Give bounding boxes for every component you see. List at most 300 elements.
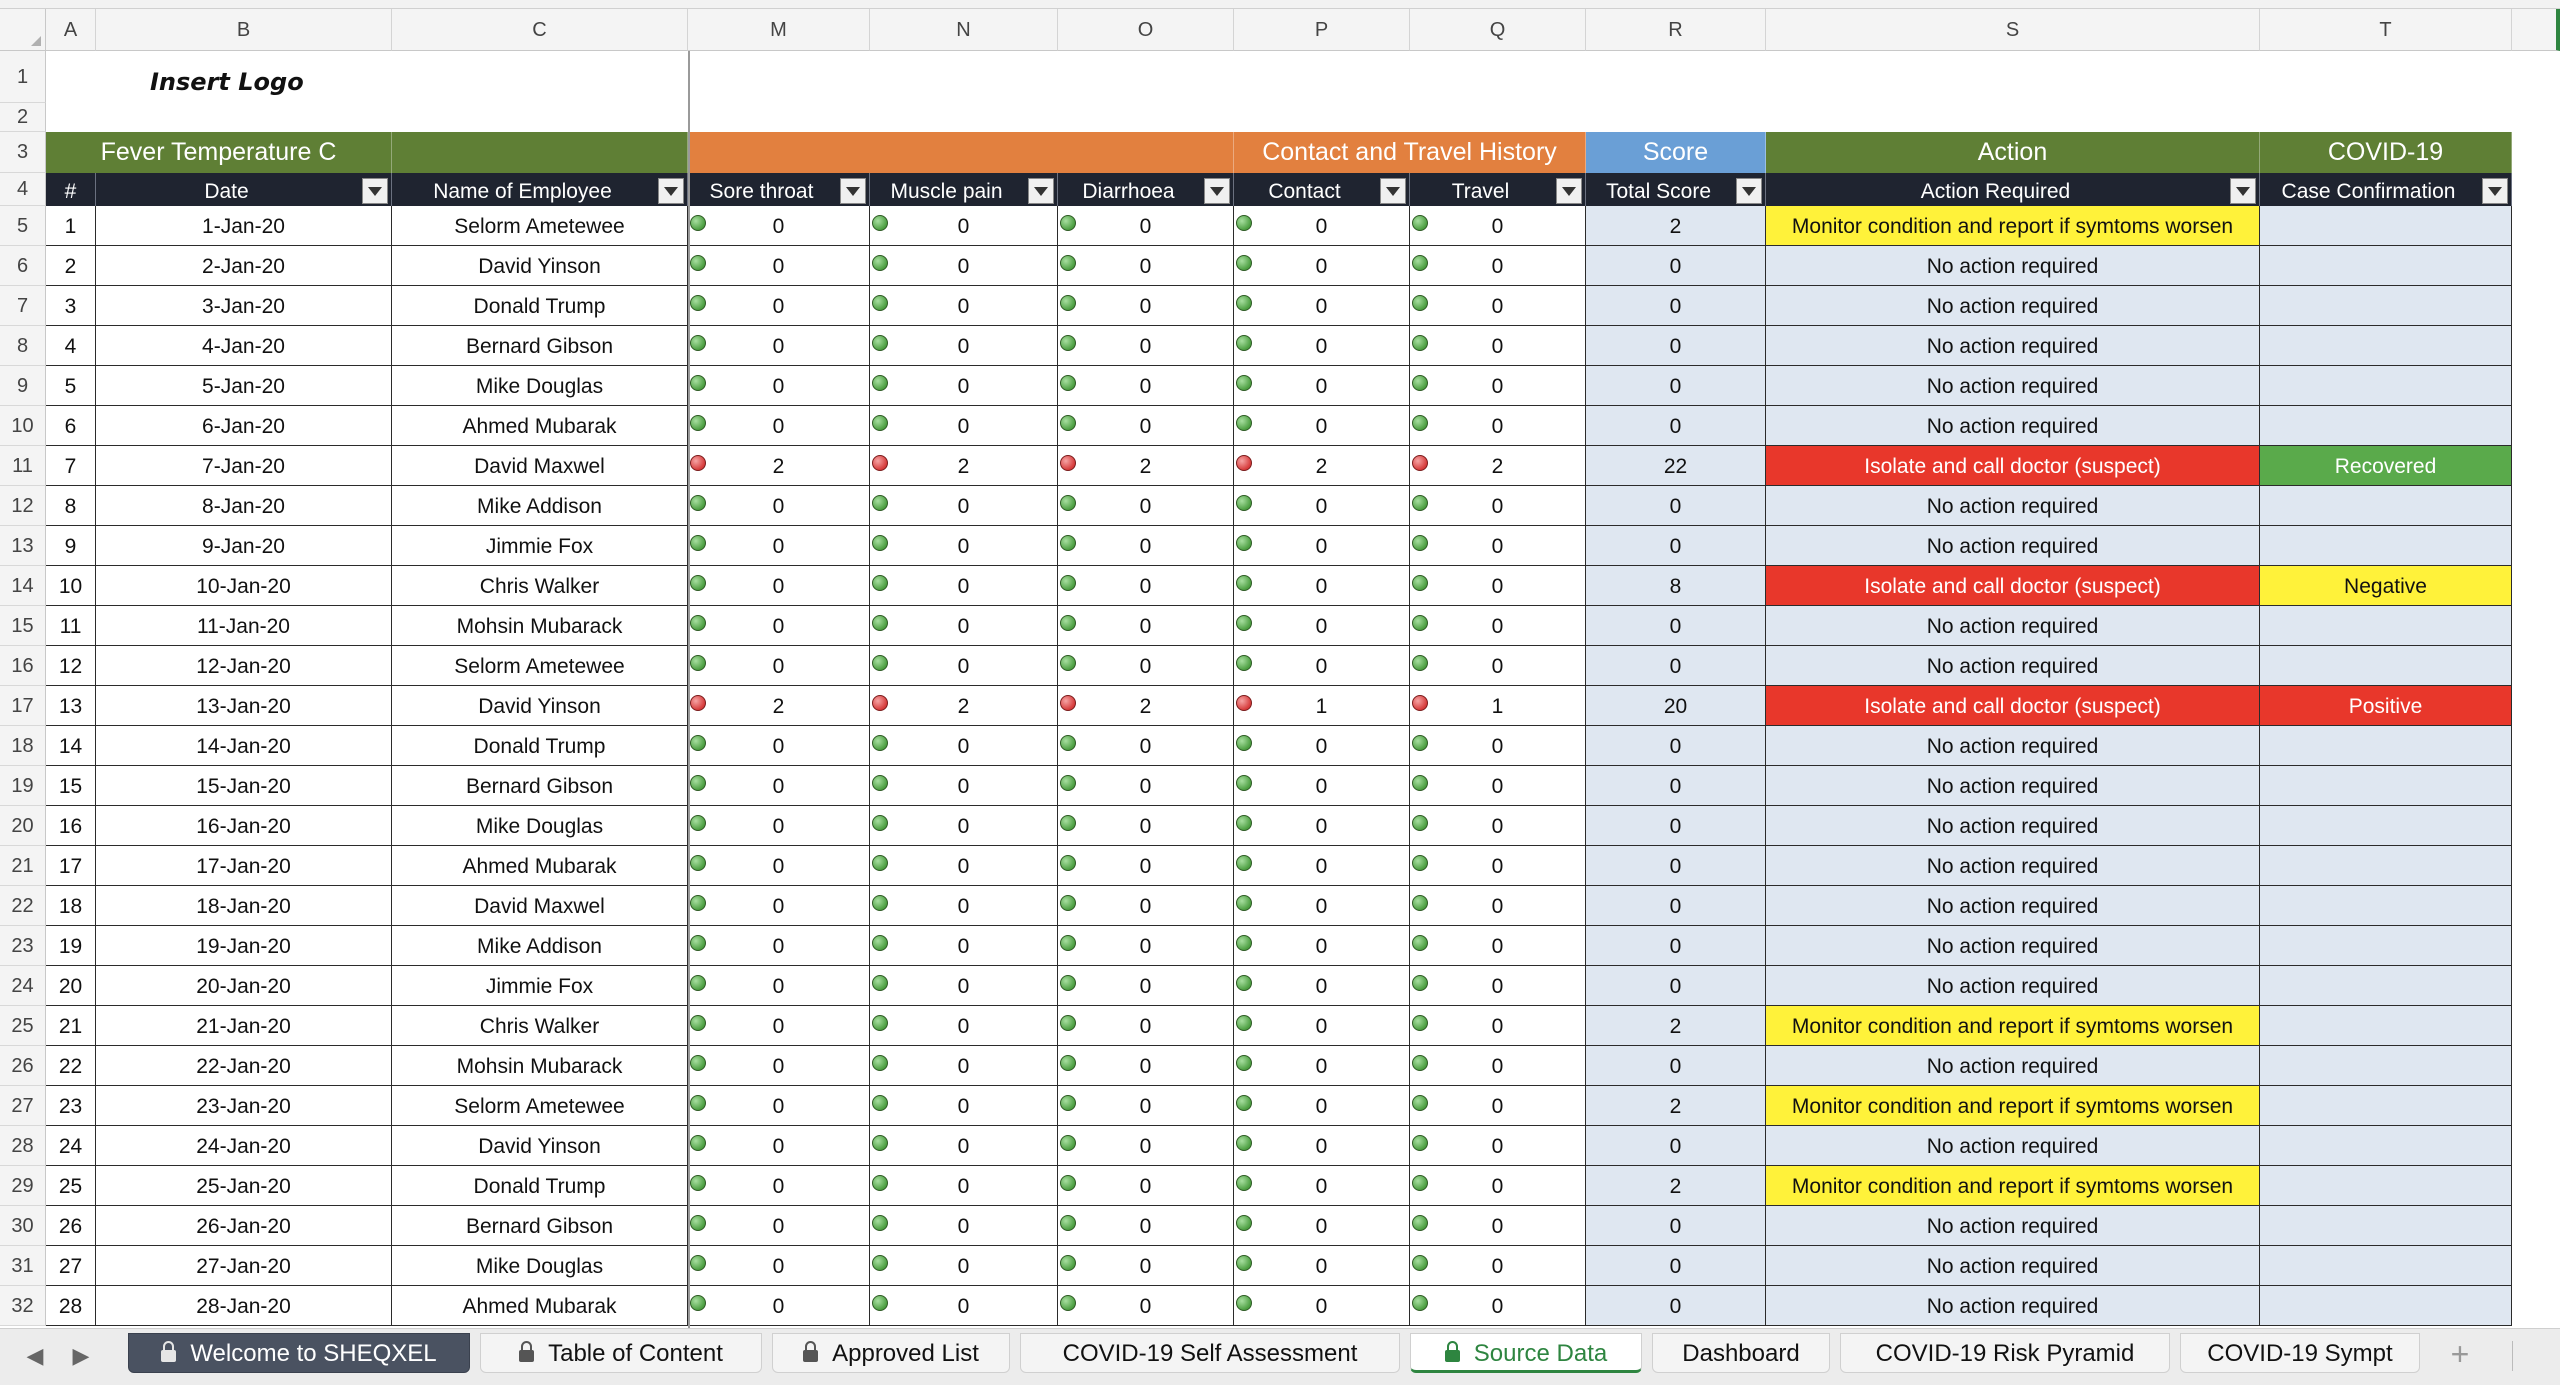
cell-num[interactable] xyxy=(46,1086,96,1126)
column-header-r[interactable]: R xyxy=(1586,9,1766,51)
cell-m[interactable] xyxy=(688,846,870,886)
row-header[interactable]: 13 xyxy=(0,526,46,566)
cell-p[interactable] xyxy=(1234,1246,1410,1286)
cell-q[interactable] xyxy=(1410,406,1586,446)
cell-action[interactable] xyxy=(1766,406,2260,446)
row-header[interactable]: 26 xyxy=(0,1046,46,1086)
cell-score[interactable] xyxy=(1586,926,1766,966)
cell-m[interactable] xyxy=(688,1086,870,1126)
cell-m[interactable] xyxy=(688,766,870,806)
cell-o[interactable] xyxy=(1058,566,1234,606)
cell-p[interactable] xyxy=(1234,486,1410,526)
row-header[interactable]: 29 xyxy=(0,1166,46,1206)
cell-name[interactable] xyxy=(392,406,688,446)
cell-score[interactable] xyxy=(1586,606,1766,646)
cell-o[interactable] xyxy=(1058,686,1234,726)
cell-name[interactable] xyxy=(392,1046,688,1086)
cell-name[interactable] xyxy=(392,606,688,646)
filter-dropdown-icon[interactable] xyxy=(1380,178,1406,204)
column-header-n[interactable]: N xyxy=(870,9,1058,51)
cell-p[interactable] xyxy=(1234,206,1410,246)
cell-num[interactable] xyxy=(46,366,96,406)
cell-q[interactable] xyxy=(1410,966,1586,1006)
cell-m[interactable] xyxy=(688,1126,870,1166)
cell-p[interactable] xyxy=(1234,1206,1410,1246)
cell-num[interactable] xyxy=(46,1126,96,1166)
cell-n[interactable] xyxy=(870,1246,1058,1286)
cell-score[interactable] xyxy=(1586,1126,1766,1166)
cell-action[interactable] xyxy=(1766,606,2260,646)
cell-n[interactable] xyxy=(870,926,1058,966)
column-header-b[interactable]: B xyxy=(96,9,392,51)
row-header[interactable]: 23 xyxy=(0,926,46,966)
cell-n[interactable] xyxy=(870,446,1058,486)
cell-q[interactable] xyxy=(1410,566,1586,606)
cell-o[interactable] xyxy=(1058,1126,1234,1166)
cell-action[interactable] xyxy=(1766,646,2260,686)
sheet-tab-covid-19-sympt[interactable] xyxy=(2180,1333,2420,1373)
cell-score[interactable] xyxy=(1586,686,1766,726)
cell-date[interactable] xyxy=(96,246,392,286)
row-header[interactable]: 32 xyxy=(0,1286,46,1326)
cell-action[interactable] xyxy=(1766,1046,2260,1086)
cell-p[interactable] xyxy=(1234,686,1410,726)
row-header[interactable]: 5 xyxy=(0,206,46,246)
next-sheet-icon[interactable]: ▶ xyxy=(72,1343,90,1368)
column-header-p[interactable]: P xyxy=(1234,9,1410,51)
cell-case[interactable] xyxy=(2260,1206,2512,1246)
cell-m[interactable] xyxy=(688,646,870,686)
cell-action[interactable] xyxy=(1766,486,2260,526)
cell-date[interactable] xyxy=(96,686,392,726)
cell-q[interactable] xyxy=(1410,246,1586,286)
cell-n[interactable] xyxy=(870,606,1058,646)
cell-n[interactable] xyxy=(870,206,1058,246)
cell-m[interactable] xyxy=(688,446,870,486)
cell-p[interactable] xyxy=(1234,1286,1410,1326)
row-header[interactable]: 16 xyxy=(0,646,46,686)
row-header[interactable]: 24 xyxy=(0,966,46,1006)
cell-score[interactable] xyxy=(1586,646,1766,686)
cell-date[interactable] xyxy=(96,646,392,686)
cell-num[interactable] xyxy=(46,446,96,486)
cell-p[interactable] xyxy=(1234,366,1410,406)
cell-name[interactable] xyxy=(392,886,688,926)
cell-p[interactable] xyxy=(1234,526,1410,566)
cell-case[interactable] xyxy=(2260,446,2512,486)
cell-case[interactable] xyxy=(2260,286,2512,326)
row-header[interactable]: 28 xyxy=(0,1126,46,1166)
cell-name[interactable] xyxy=(392,286,688,326)
row-header[interactable]: 25 xyxy=(0,1006,46,1046)
cell-n[interactable] xyxy=(870,526,1058,566)
cell-num[interactable] xyxy=(46,206,96,246)
cell-q[interactable] xyxy=(1410,486,1586,526)
cell-q[interactable] xyxy=(1410,806,1586,846)
cell-action[interactable] xyxy=(1766,766,2260,806)
cell-case[interactable] xyxy=(2260,366,2512,406)
cell-date[interactable] xyxy=(96,1086,392,1126)
cell-q[interactable] xyxy=(1410,686,1586,726)
cell-q[interactable] xyxy=(1410,606,1586,646)
cell-o[interactable] xyxy=(1058,526,1234,566)
cell-num[interactable] xyxy=(46,566,96,606)
cell-action[interactable] xyxy=(1766,326,2260,366)
cell-num[interactable] xyxy=(46,1206,96,1246)
cell-m[interactable] xyxy=(688,366,870,406)
cell-o[interactable] xyxy=(1058,646,1234,686)
cell-action[interactable] xyxy=(1766,286,2260,326)
cell-score[interactable] xyxy=(1586,1006,1766,1046)
cell-q[interactable] xyxy=(1410,1126,1586,1166)
cell-o[interactable] xyxy=(1058,766,1234,806)
cell-name[interactable] xyxy=(392,1166,688,1206)
filter-dropdown-icon[interactable] xyxy=(840,178,866,204)
cell-n[interactable] xyxy=(870,366,1058,406)
cell-score[interactable] xyxy=(1586,566,1766,606)
cell-n[interactable] xyxy=(870,1126,1058,1166)
cell-num[interactable] xyxy=(46,926,96,966)
cell-p[interactable] xyxy=(1234,766,1410,806)
cell-p[interactable] xyxy=(1234,646,1410,686)
cell-case[interactable] xyxy=(2260,1286,2512,1326)
cell-case[interactable] xyxy=(2260,206,2512,246)
cell-name[interactable] xyxy=(392,206,688,246)
cell-o[interactable] xyxy=(1058,1086,1234,1126)
cell-date[interactable] xyxy=(96,1006,392,1046)
cell-num[interactable] xyxy=(46,406,96,446)
row-header[interactable]: 21 xyxy=(0,846,46,886)
cell-q[interactable] xyxy=(1410,1046,1586,1086)
cell-score[interactable] xyxy=(1586,206,1766,246)
cell-q[interactable] xyxy=(1410,286,1586,326)
cell-p[interactable] xyxy=(1234,406,1410,446)
cell-case[interactable] xyxy=(2260,926,2512,966)
column-header-t[interactable]: T xyxy=(2260,9,2512,51)
filter-dropdown-icon[interactable] xyxy=(1028,178,1054,204)
cell-case[interactable] xyxy=(2260,526,2512,566)
cell-score[interactable] xyxy=(1586,326,1766,366)
cell-o[interactable] xyxy=(1058,806,1234,846)
cell-p[interactable] xyxy=(1234,1046,1410,1086)
cell-num[interactable] xyxy=(46,246,96,286)
cell-n[interactable] xyxy=(870,646,1058,686)
cell-action[interactable] xyxy=(1766,1246,2260,1286)
filter-dropdown-icon[interactable] xyxy=(1556,178,1582,204)
cell-q[interactable] xyxy=(1410,326,1586,366)
cell-num[interactable] xyxy=(46,1046,96,1086)
cell-case[interactable] xyxy=(2260,1046,2512,1086)
cell-o[interactable] xyxy=(1058,1166,1234,1206)
cell-m[interactable] xyxy=(688,1046,870,1086)
cell-date[interactable] xyxy=(96,606,392,646)
cell-p[interactable] xyxy=(1234,566,1410,606)
filter-dropdown-icon[interactable] xyxy=(362,178,388,204)
cell-case[interactable] xyxy=(2260,486,2512,526)
cell-score[interactable] xyxy=(1586,486,1766,526)
add-sheet-icon[interactable]: + xyxy=(2450,1336,2470,1372)
cell-o[interactable] xyxy=(1058,886,1234,926)
cell-n[interactable] xyxy=(870,566,1058,606)
cell-m[interactable] xyxy=(688,886,870,926)
cell-num[interactable] xyxy=(46,1246,96,1286)
cell-n[interactable] xyxy=(870,726,1058,766)
cell-o[interactable] xyxy=(1058,486,1234,526)
cell-o[interactable] xyxy=(1058,846,1234,886)
cell-m[interactable] xyxy=(688,1286,870,1326)
cell-score[interactable] xyxy=(1586,406,1766,446)
row-header[interactable]: 3 xyxy=(0,132,46,173)
cell-score[interactable] xyxy=(1586,766,1766,806)
cell-date[interactable] xyxy=(96,206,392,246)
cell-n[interactable] xyxy=(870,1206,1058,1246)
cell-date[interactable] xyxy=(96,486,392,526)
row-header[interactable]: 7 xyxy=(0,286,46,326)
row-header[interactable]: 10 xyxy=(0,406,46,446)
cell-n[interactable] xyxy=(870,886,1058,926)
cell-m[interactable] xyxy=(688,1166,870,1206)
cell-score[interactable] xyxy=(1586,1206,1766,1246)
cell-q[interactable] xyxy=(1410,646,1586,686)
row-header[interactable]: 12 xyxy=(0,486,46,526)
cell-action[interactable] xyxy=(1766,566,2260,606)
cell-action[interactable] xyxy=(1766,1126,2260,1166)
cell-p[interactable] xyxy=(1234,846,1410,886)
cell-score[interactable] xyxy=(1586,446,1766,486)
row-header[interactable]: 17 xyxy=(0,686,46,726)
cell-q[interactable] xyxy=(1410,1166,1586,1206)
cell-m[interactable] xyxy=(688,286,870,326)
row-header[interactable]: 15 xyxy=(0,606,46,646)
cell-num[interactable] xyxy=(46,1166,96,1206)
cell-date[interactable] xyxy=(96,1126,392,1166)
filter-dropdown-icon[interactable] xyxy=(1736,178,1762,204)
cell-m[interactable] xyxy=(688,926,870,966)
cell-o[interactable] xyxy=(1058,926,1234,966)
cell-case[interactable] xyxy=(2260,606,2512,646)
cell-n[interactable] xyxy=(870,246,1058,286)
cell-o[interactable] xyxy=(1058,406,1234,446)
cell-num[interactable] xyxy=(46,1286,96,1326)
cell-date[interactable] xyxy=(96,926,392,966)
cell-name[interactable] xyxy=(392,1286,688,1326)
cell-n[interactable] xyxy=(870,406,1058,446)
cell-date[interactable] xyxy=(96,406,392,446)
cell-score[interactable] xyxy=(1586,1166,1766,1206)
cell-action[interactable] xyxy=(1766,886,2260,926)
cell-date[interactable] xyxy=(96,526,392,566)
cell-case[interactable] xyxy=(2260,886,2512,926)
cell-q[interactable] xyxy=(1410,526,1586,566)
cell-name[interactable] xyxy=(392,926,688,966)
cell-num[interactable] xyxy=(46,806,96,846)
cell-date[interactable] xyxy=(96,966,392,1006)
cell-q[interactable] xyxy=(1410,926,1586,966)
cell-name[interactable] xyxy=(392,686,688,726)
row-header[interactable]: 8 xyxy=(0,326,46,366)
cell-o[interactable] xyxy=(1058,206,1234,246)
cell-action[interactable] xyxy=(1766,1086,2260,1126)
row-header[interactable]: 31 xyxy=(0,1246,46,1286)
cell-m[interactable] xyxy=(688,206,870,246)
row-header[interactable]: 27 xyxy=(0,1086,46,1126)
cell-action[interactable] xyxy=(1766,966,2260,1006)
cell-case[interactable] xyxy=(2260,1086,2512,1126)
cell-name[interactable] xyxy=(392,446,688,486)
cell-o[interactable] xyxy=(1058,726,1234,766)
cell-date[interactable] xyxy=(96,726,392,766)
row-header[interactable]: 9 xyxy=(0,366,46,406)
cell-name[interactable] xyxy=(392,566,688,606)
cell-q[interactable] xyxy=(1410,366,1586,406)
cell-o[interactable] xyxy=(1058,1006,1234,1046)
cell-name[interactable] xyxy=(392,1006,688,1046)
cell-action[interactable] xyxy=(1766,926,2260,966)
cell-action[interactable] xyxy=(1766,246,2260,286)
cell-q[interactable] xyxy=(1410,1086,1586,1126)
cell-score[interactable] xyxy=(1586,366,1766,406)
cell-o[interactable] xyxy=(1058,366,1234,406)
select-all-corner[interactable] xyxy=(0,9,46,51)
cell-q[interactable] xyxy=(1410,1206,1586,1246)
sheet-tab-covid-19-self-assessment[interactable] xyxy=(1020,1333,1400,1373)
cell-score[interactable] xyxy=(1586,1086,1766,1126)
column-header-q[interactable]: Q xyxy=(1410,9,1586,51)
cell-score[interactable] xyxy=(1586,246,1766,286)
cell-n[interactable] xyxy=(870,1166,1058,1206)
cell-name[interactable] xyxy=(392,1126,688,1166)
cell-o[interactable] xyxy=(1058,286,1234,326)
cell-action[interactable] xyxy=(1766,526,2260,566)
cell-n[interactable] xyxy=(870,966,1058,1006)
cell-name[interactable] xyxy=(392,486,688,526)
sheet-tab-table-of-content[interactable] xyxy=(480,1333,762,1373)
cell-date[interactable] xyxy=(96,1166,392,1206)
cell-n[interactable] xyxy=(870,1006,1058,1046)
column-header-a[interactable]: A xyxy=(46,9,96,51)
cell-p[interactable] xyxy=(1234,1126,1410,1166)
filter-dropdown-icon[interactable] xyxy=(1204,178,1230,204)
cell-q[interactable] xyxy=(1410,846,1586,886)
cell-p[interactable] xyxy=(1234,246,1410,286)
cell-action[interactable] xyxy=(1766,806,2260,846)
cell-n[interactable] xyxy=(870,1086,1058,1126)
cell-o[interactable] xyxy=(1058,1206,1234,1246)
sheet-tab-source-data[interactable] xyxy=(1410,1333,1642,1373)
row-header[interactable]: 6 xyxy=(0,246,46,286)
cell-case[interactable] xyxy=(2260,806,2512,846)
cell-date[interactable] xyxy=(96,1046,392,1086)
sheet-tab-welcome-to-sheqxel[interactable] xyxy=(128,1333,470,1373)
cell-n[interactable] xyxy=(870,1046,1058,1086)
cell-case[interactable] xyxy=(2260,966,2512,1006)
cell-n[interactable] xyxy=(870,286,1058,326)
cell-m[interactable] xyxy=(688,966,870,1006)
column-header-o[interactable]: O xyxy=(1058,9,1234,51)
cell-score[interactable] xyxy=(1586,966,1766,1006)
cell-p[interactable] xyxy=(1234,446,1410,486)
cell-m[interactable] xyxy=(688,1246,870,1286)
filter-dropdown-icon[interactable] xyxy=(2230,178,2256,204)
cell-action[interactable] xyxy=(1766,846,2260,886)
row-header[interactable]: 11 xyxy=(0,446,46,486)
cell-q[interactable] xyxy=(1410,886,1586,926)
cell-score[interactable] xyxy=(1586,886,1766,926)
cell-num[interactable] xyxy=(46,286,96,326)
cell-m[interactable] xyxy=(688,1006,870,1046)
cell-o[interactable] xyxy=(1058,246,1234,286)
cell-q[interactable] xyxy=(1410,1006,1586,1046)
cell-action[interactable] xyxy=(1766,686,2260,726)
cell-date[interactable] xyxy=(96,286,392,326)
cell-action[interactable] xyxy=(1766,726,2260,766)
column-header-next[interactable] xyxy=(2512,9,2560,51)
row-header[interactable]: 4 xyxy=(0,173,46,206)
row-header[interactable]: 14 xyxy=(0,566,46,606)
filter-dropdown-icon[interactable] xyxy=(2482,178,2508,204)
cell-name[interactable] xyxy=(392,646,688,686)
cell-n[interactable] xyxy=(870,766,1058,806)
cell-score[interactable] xyxy=(1586,846,1766,886)
cell-num[interactable] xyxy=(46,606,96,646)
row-header[interactable]: 18 xyxy=(0,726,46,766)
cell-o[interactable] xyxy=(1058,966,1234,1006)
cell-p[interactable] xyxy=(1234,606,1410,646)
cell-m[interactable] xyxy=(688,246,870,286)
cell-score[interactable] xyxy=(1586,1046,1766,1086)
cell-num[interactable] xyxy=(46,846,96,886)
cell-name[interactable] xyxy=(392,1086,688,1126)
row-header[interactable]: 2 xyxy=(0,103,46,132)
cell-score[interactable] xyxy=(1586,526,1766,566)
cell-action[interactable] xyxy=(1766,1286,2260,1326)
filter-dropdown-icon[interactable] xyxy=(658,178,684,204)
cell-action[interactable] xyxy=(1766,446,2260,486)
cell-date[interactable] xyxy=(96,766,392,806)
cell-num[interactable] xyxy=(46,326,96,366)
cell-p[interactable] xyxy=(1234,286,1410,326)
cell-n[interactable] xyxy=(870,806,1058,846)
sheet-tab-covid-19-risk-pyramid[interactable] xyxy=(1840,1333,2170,1373)
prev-sheet-icon[interactable]: ◀ xyxy=(26,1343,44,1368)
cell-name[interactable] xyxy=(392,846,688,886)
cell-case[interactable] xyxy=(2260,326,2512,366)
cell-name[interactable] xyxy=(392,726,688,766)
cell-q[interactable] xyxy=(1410,726,1586,766)
cell-n[interactable] xyxy=(870,686,1058,726)
cell-action[interactable] xyxy=(1766,1006,2260,1046)
cell-p[interactable] xyxy=(1234,1086,1410,1126)
cell-action[interactable] xyxy=(1766,1166,2260,1206)
cell-date[interactable] xyxy=(96,366,392,406)
sheet-tab-approved-list[interactable] xyxy=(772,1333,1010,1373)
column-header-m[interactable]: M xyxy=(688,9,870,51)
cell-m[interactable] xyxy=(688,566,870,606)
cell-case[interactable] xyxy=(2260,726,2512,766)
cell-num[interactable] xyxy=(46,726,96,766)
cell-date[interactable] xyxy=(96,1206,392,1246)
cell-score[interactable] xyxy=(1586,1286,1766,1326)
cell-n[interactable] xyxy=(870,846,1058,886)
cell-m[interactable] xyxy=(688,806,870,846)
cell-case[interactable] xyxy=(2260,246,2512,286)
cell-date[interactable] xyxy=(96,326,392,366)
cell-date[interactable] xyxy=(96,566,392,606)
sheet-tab-dashboard[interactable] xyxy=(1652,1333,1830,1373)
cell-p[interactable] xyxy=(1234,326,1410,366)
cell-m[interactable] xyxy=(688,606,870,646)
cell-num[interactable] xyxy=(46,886,96,926)
